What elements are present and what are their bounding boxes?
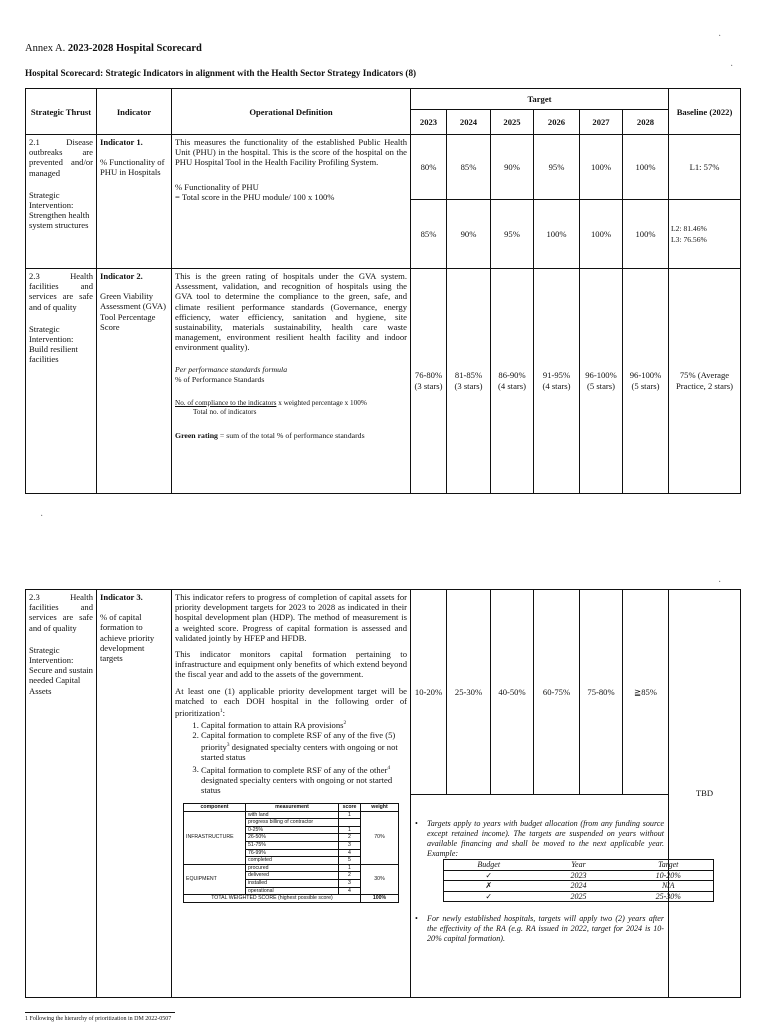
header-year: 2027 (580, 110, 623, 135)
row1-baseline-l2-l3 (669, 200, 741, 269)
row2-baseline: 75% (Average Practice, 2 stars) (669, 269, 741, 494)
target-note-2-text: For newly established hospitals, targets will apply two (2) years after the effectivity of the RA (e.g. RA issued in 2022, target for 2024 is 10-20% capital formation). (427, 914, 664, 943)
row1-definition-p1: This measures the functionality of the established Public Health Unit (PHU) in the hospital. This is the score of the hospital on the PHU Hospital Tool in the Health Facility Profiling System. (175, 137, 407, 168)
header-year: 2024 (447, 110, 491, 135)
row1-definition-p2: % Functionality of PHU (175, 181, 259, 192)
row1-thrust-text: 2.1 Disease outbreaks are prevented and/or managed (29, 137, 93, 178)
row1-indicator-desc: % Functionality of PHU in Hospitals (100, 157, 165, 178)
weights-score: 3 (339, 842, 361, 850)
row2-target-2028 (623, 269, 669, 494)
target-stars: (3 stars) (414, 381, 443, 391)
footnote-rule (25, 1012, 175, 1013)
prioritization-text: At least one (1) applicable priority development target will be matched to each DOH hospital in the following order of prioritization (175, 685, 407, 718)
row3-thrust-text: 2.3 Health facilities and services are safe and of quality (29, 592, 93, 633)
weights-score: 3 (339, 880, 361, 888)
weights-score: 1 (339, 811, 361, 819)
weighted-score-table (183, 803, 399, 903)
target-range: 76-80% (414, 370, 443, 380)
target-note-1-text: Targets apply to years with budget allocation (from any funding source except retained income). The targets are suspended on years without available financing and shall be moved to the next applicable year. Example: (427, 819, 664, 858)
target-stars: (4 stars) (542, 381, 571, 391)
row2-intervention: Strategic Intervention: Build resilient facilities (29, 323, 78, 365)
weights-measurement: operational (246, 887, 339, 895)
annex-prefix: Annex A. (25, 43, 68, 54)
row3-indicator-title: Indicator 3. (100, 592, 143, 602)
check-icon: ✓ (444, 891, 534, 902)
weights-measurement: 76-99% (246, 849, 339, 857)
target-range: 96-100% (629, 370, 662, 380)
row1-target-2024: 85% (447, 135, 491, 200)
weights-total-label: TOTAL WEIGHTED SCORE (highest possible score) (184, 895, 361, 903)
header-strategic-thrust: Strategic Thrust (26, 89, 97, 135)
example-table (443, 859, 714, 902)
example-year: 2025 (534, 891, 624, 902)
weights-score: 5 (339, 857, 361, 865)
weights-measurement: delivered (246, 872, 339, 880)
formula-numerator: No. of compliance to the indicators (175, 399, 277, 408)
row1-baseline-l1: L1: 57% (669, 135, 741, 200)
example-header: Budget (444, 860, 534, 871)
scan-mark: · (730, 61, 734, 72)
row1-target-2026: 95% (534, 135, 580, 200)
target-stars: (4 stars) (498, 381, 526, 391)
footnote-ref: 3 (226, 742, 230, 749)
row3-target-2027: 75-80% (580, 590, 623, 795)
row3-target-notes (411, 795, 681, 998)
row1b-target-2023: 85% (411, 200, 447, 269)
weights-score: 2 (339, 834, 361, 842)
weights-measurement: with land (246, 811, 339, 819)
example-year: 2024 (534, 881, 624, 892)
target-range: 91-95% (542, 370, 571, 380)
list-item (201, 730, 407, 762)
row2-thrust-text: 2.3 Health facilities and services are safe and of quality (29, 271, 93, 312)
example-header: Target (624, 860, 714, 871)
header-year: 2025 (491, 110, 534, 135)
row3-target-2028: ≧85% (623, 590, 669, 795)
row2-target-2025 (491, 269, 534, 494)
target-stars: (5 stars) (587, 381, 615, 391)
weights-header: component (184, 804, 246, 812)
annex-title-text: 2023-2028 Hospital Scorecard (67, 43, 202, 54)
row1b-target-2027: 100% (580, 200, 623, 269)
footnote: 1 Following the hierarchy of prioritization in DM 2022-0507 (25, 1016, 172, 1022)
weights-infrastructure-label: INFRASTRUCTURE (184, 811, 246, 864)
scan-mark: · (40, 511, 44, 522)
row3-indicator (97, 590, 172, 998)
target-stars: (3 stars) (454, 381, 483, 391)
weights-score: 4 (339, 887, 361, 895)
target-range: 86-90% (498, 370, 526, 380)
target-note-1 (415, 819, 664, 859)
header-year: 2028 (623, 110, 669, 135)
list-item-text: Capital formation to complete RSF of any of the other (201, 764, 388, 775)
row1-target-2027: 100% (580, 135, 623, 200)
weights-score (339, 819, 361, 827)
weights-measurement: 0-25% (246, 826, 339, 834)
row1b-target-2024: 90% (447, 200, 491, 269)
header-year: 2026 (534, 110, 580, 135)
list-item-tail: designated specialty centers with ongoing or not started status (201, 742, 398, 763)
target-range: 96-100% (585, 370, 617, 380)
row2-target-2027 (580, 269, 623, 494)
example-target: N/A (624, 881, 714, 892)
header-baseline: Baseline (2022) (669, 89, 741, 135)
row3-thrust (26, 590, 97, 998)
scan-mark: · (718, 577, 722, 588)
row1-indicator-title: Indicator 1. (100, 137, 143, 147)
row2-formula-sub: % of Performance Standards (175, 374, 265, 384)
header-indicator: Indicator (97, 89, 172, 135)
header-target: Target (411, 89, 669, 110)
row2-definition-p1: This is the green rating of hospitals under the GVA system. Assessment, validation, and recognition of hospitals using the GVA tool to determine the compliance to the green, safe, and climate resilient performance standards (Governance, energy efficiency, water efficiency, sanitation and hygiene, site sustainability, materials sustainability, health care waste management, environment resilient health facility and indoor environment quality). (175, 271, 407, 353)
row1-intervention: Strategic Intervention: Strengthen health system structures (29, 189, 90, 231)
scorecard-table-bottom (25, 589, 741, 998)
weights-header: score (339, 804, 361, 812)
weights-total-weight: 100% (361, 895, 399, 903)
example-target: 10-20% (624, 870, 714, 881)
weights-score: 1 (339, 864, 361, 872)
weights-header: weight (361, 804, 399, 812)
row1-definition (172, 135, 411, 269)
row2-indicator-title: Indicator 2. (100, 271, 143, 281)
row3-definition (172, 590, 411, 998)
weights-measurement: 51-75% (246, 842, 339, 850)
list-item-tail: designated specialty centers with ongoing or not started status (201, 774, 393, 795)
row3-intervention: Strategic Intervention: Secure and sustain needed Capital Assets (29, 644, 93, 696)
row1b-target-2026: 100% (534, 200, 580, 269)
weights-infrastructure-weight: 70% (361, 811, 399, 864)
row1-definition-p3: = Total score in the PHU module/ 100 x 100% (175, 191, 335, 202)
weights-equipment-label: EQUIPMENT (184, 864, 246, 894)
weights-score: 2 (339, 872, 361, 880)
weights-score: 4 (339, 849, 361, 857)
annex-title (25, 43, 202, 54)
row2-green-rating (175, 431, 407, 441)
header-year: 2023 (411, 110, 447, 135)
row2-definition (172, 269, 411, 494)
target-range: 81-85% (454, 370, 483, 380)
green-rating-rest: = sum of the total % of performance standards (217, 431, 365, 441)
cross-icon: ✗ (444, 881, 534, 892)
baseline-l2: L2: 81.46% (671, 224, 707, 233)
row1-thrust (26, 135, 97, 269)
baseline-l3: L3: 76.56% (671, 235, 707, 244)
list-item-text: Capital formation to attain RA provisions (201, 719, 344, 730)
scorecard-subtitle: Hospital Scorecard: Strategic Indicators in alignment with the Health Sector Strategy Indicators (8) (25, 68, 417, 78)
bullet-icon: • (415, 819, 418, 828)
row3-target-2026: 60-75% (534, 590, 580, 795)
footnote-ref: 2 (343, 720, 347, 727)
row1b-target-2028: 100% (623, 200, 669, 269)
weights-measurement: completed (246, 857, 339, 865)
row1-target-2025: 90% (491, 135, 534, 200)
row3-definition-p3: At least one (1) applicable priority development target will be matched to each DOH hospital in the following order of prioritization$^1$: (175, 685, 407, 718)
row3-indicator-desc: % of capital formation to achieve priority development targets (100, 612, 155, 664)
row2-target-2026 (534, 269, 580, 494)
example-target: 25-30% (624, 891, 714, 902)
row2-indicator (97, 269, 172, 494)
scorecard-table-top (25, 88, 741, 494)
footnote-ref: 4 (387, 764, 391, 771)
weights-measurement: installed (246, 880, 339, 888)
scan-mark: · (718, 31, 722, 42)
footnote-ref: 1 (219, 708, 223, 715)
row1-target-2028: 100% (623, 135, 669, 200)
row1b-target-2025: 95% (491, 200, 534, 269)
row1-target-2023: 80% (411, 135, 447, 200)
list-item (201, 718, 407, 730)
prioritization-list (175, 718, 407, 795)
target-stars: (5 stars) (631, 381, 660, 391)
row3-baseline: TBD (669, 590, 741, 998)
row3-definition-p2: This indicator monitors capital formation pertaining to infrastructure and equipment only benefits of which extend beyond the fiscal year and add to the assets of the government. (175, 649, 407, 680)
example-year: 2023 (534, 870, 624, 881)
row2-target-2023 (411, 269, 447, 494)
row2-thrust (26, 269, 97, 494)
formula-denominator: Total no. of indicators (193, 408, 257, 417)
green-rating-label: Green rating (175, 431, 218, 441)
list-item (201, 763, 407, 795)
weights-measurement: 26-50% (246, 834, 339, 842)
row2-formula (175, 399, 407, 408)
check-icon: ✓ (444, 870, 534, 881)
weights-header: measurement (246, 804, 339, 812)
row3-target-2023: 10-20% (411, 590, 447, 795)
row3-definition-p1: This indicator refers to progress of completion of capital assets for priority development targets for 2023 to 2028 as indicated in their hospital development plan (HDP). The method of measurement is a weighted score. Progress of capital formation is assessed and validated jointly by HFEP and HFDB. (175, 592, 407, 643)
row1-indicator (97, 135, 172, 269)
example-header: Year (534, 860, 624, 871)
target-note-2 (415, 914, 664, 944)
weights-score: 1 (339, 826, 361, 834)
formula-rest: x weighted percentage x 100% (276, 399, 367, 408)
row2-indicator-desc: Green Viability Assessment (GVA) Tool Percentage Score (100, 291, 166, 332)
weights-measurement: procured (246, 864, 339, 872)
bullet-icon: • (415, 914, 418, 923)
list-item-text: Capital formation to complete RSF of any of the five (5) priority (201, 730, 396, 753)
row3-target-2024: 25-30% (447, 590, 491, 795)
weights-equipment-weight: 30% (361, 864, 399, 894)
row2-formula-title: Per performance standards formula (175, 364, 288, 374)
row3-target-2025: 40-50% (491, 590, 534, 795)
header-operational-definition: Operational Definition (172, 89, 411, 135)
row2-target-2024 (447, 269, 491, 494)
weights-measurement: progress billing of contractor (246, 819, 339, 827)
